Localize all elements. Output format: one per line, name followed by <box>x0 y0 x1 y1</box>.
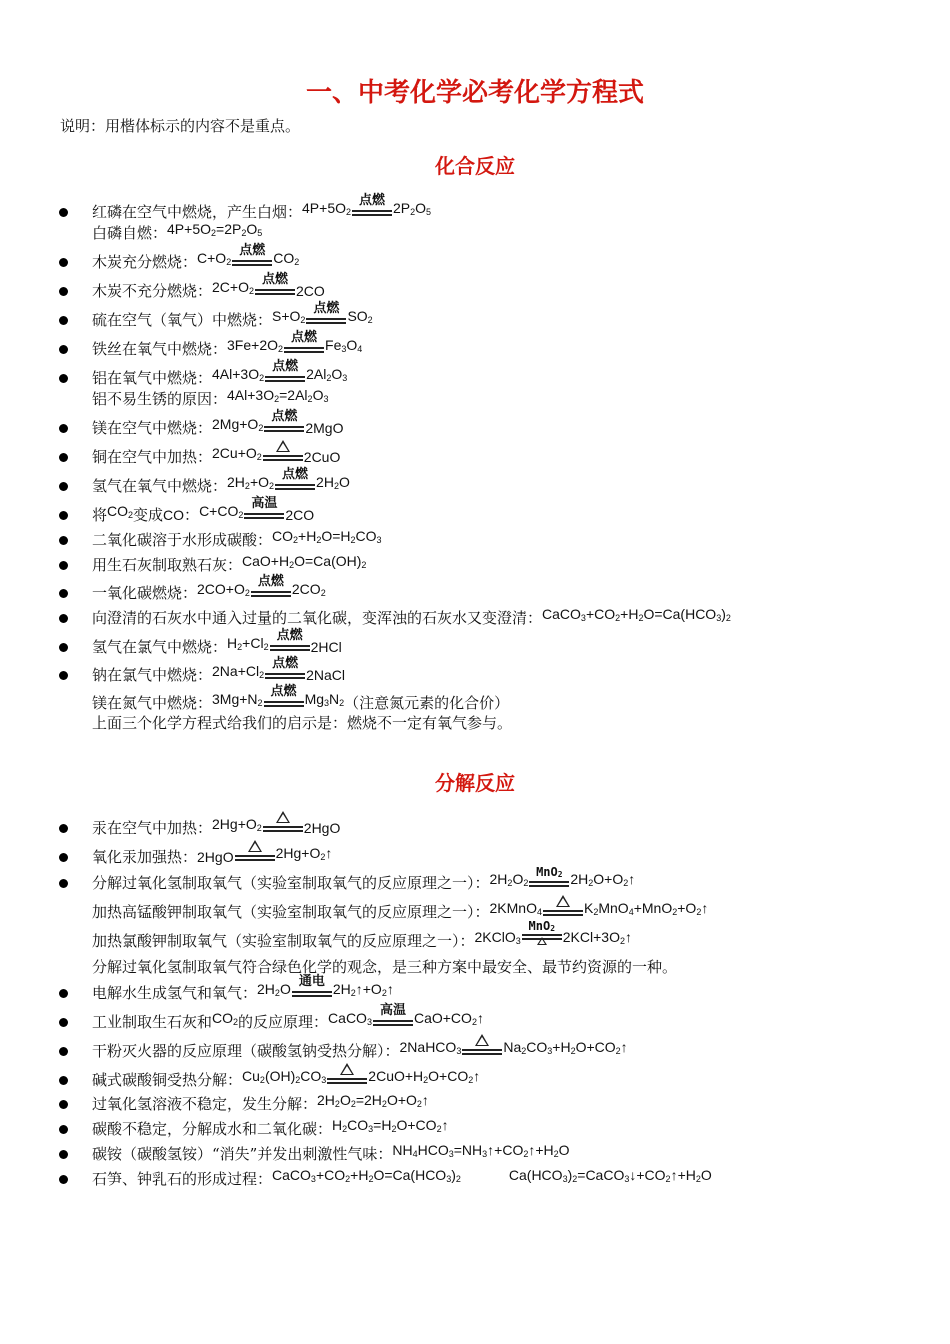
equation-row <box>92 1031 628 1061</box>
row-text: 二氧化碳溶于水形成碳酸： <box>92 531 273 549</box>
reaction-condition <box>352 194 392 222</box>
equation-row <box>92 973 394 1003</box>
equation-row <box>92 545 366 575</box>
row-text: 上面三个化学方程式给我们的启示是：燃烧不一定有氧气参与。 <box>92 714 513 732</box>
equation-reactants: $4P+5O_2$ <box>302 200 352 217</box>
equation-reactants: CaCO$_3$ <box>328 1010 372 1027</box>
bullet-icon <box>59 258 68 267</box>
bullet-icon <box>59 879 68 888</box>
catalyst-label: MnO$_2$ <box>536 865 563 879</box>
note-text: 说明：用楷体标示的内容不是重点。 <box>60 117 301 135</box>
condition-label: 高温 <box>379 1003 406 1018</box>
equation-row <box>92 863 635 893</box>
heat-delta-icon <box>276 811 290 823</box>
row-text: 铝在氧气中燃烧： <box>92 369 213 387</box>
reaction-condition <box>462 1033 502 1061</box>
row-text: 铝不易生锈的原因： <box>92 390 228 408</box>
condition-label: 点燃 <box>276 628 303 643</box>
equation-reactants: $2Mg+O_2$ <box>212 416 264 433</box>
equation-row <box>92 598 731 628</box>
equation-reactants: $2Cu+O_2$ <box>212 445 262 462</box>
equation-row <box>92 300 373 330</box>
condition-label: 点燃 <box>291 330 318 345</box>
reaction-condition <box>292 975 332 1003</box>
row-text: 加热高锰酸钾制取氧气（实验室制取氧气的反应原理之一）： <box>92 903 490 921</box>
bullet-icon <box>59 589 68 598</box>
bullet-icon <box>59 671 68 680</box>
equation-reactants: 2KClO$_3$ <box>474 929 521 946</box>
row-text: 用生石灰制取熟石灰： <box>92 556 243 574</box>
bullet-icon <box>59 853 68 862</box>
row-text: 氢气在氧气中燃烧： <box>92 477 228 495</box>
row-text: 碱式碳酸铜受热分解： <box>92 1071 243 1089</box>
equation-products: $CaO+CO_2↑$ <box>413 1010 484 1027</box>
reaction-condition <box>263 810 303 838</box>
reaction-condition <box>255 273 295 301</box>
condition-label: 点燃 <box>239 243 266 258</box>
row-text: 工业制取生石灰和 <box>92 1013 213 1031</box>
equation-products: $2Al_2O_3$ <box>306 366 348 383</box>
row-text: ： <box>184 506 200 524</box>
equation-products: $Mg_3N_2$ <box>304 691 345 708</box>
row-text: 白磷自燃： <box>92 224 168 242</box>
reaction-condition <box>529 865 569 893</box>
equation-row <box>92 213 262 243</box>
bullet-icon <box>59 1100 68 1109</box>
equation: $4Al+3O_2=2Al_2O_3$ <box>227 387 329 404</box>
equation-row <box>92 466 350 496</box>
condition-label: 点燃 <box>257 574 284 589</box>
row-text: 氢气在氯气中燃烧： <box>92 638 228 656</box>
equation-reactants: $2H_2O_2$ <box>489 871 529 888</box>
bullet-icon <box>59 614 68 623</box>
bullet-icon <box>59 208 68 217</box>
bullet-icon <box>59 482 68 491</box>
equation-reactants: $4Al+3O_2$ <box>212 366 265 383</box>
condition-label: 点燃 <box>282 467 309 482</box>
section-heading-combination: 化合反应 <box>435 154 515 178</box>
bullet-icon <box>59 1150 68 1159</box>
equation-reactants: 2KMnO$_4$ <box>489 900 542 917</box>
row-text: 加热氯酸钾制取氧气（实验室制取氧气的反应原理之一）： <box>92 932 475 950</box>
equation-reactants: $2CO+O_2$ <box>197 581 250 598</box>
equation-products: 2MgO <box>305 420 344 436</box>
reaction-condition <box>263 439 303 467</box>
equation: $CaO+H_2O=Ca(OH)_2$ <box>242 553 367 570</box>
equation-products: 2HgO <box>303 820 341 836</box>
reaction-condition <box>264 410 304 438</box>
equation-reactants: $2H_2+O_2$ <box>227 474 275 491</box>
condition-label: 点燃 <box>270 684 297 699</box>
equation: $CaCO_3+CO_2+H_2O=Ca(HCO_3)_2$ <box>542 606 731 623</box>
row-text: 碳酸不稳定，分解成水和二氧化碳： <box>92 1120 333 1138</box>
row-text: 电解水生成氢气和氧气： <box>92 984 258 1002</box>
bullet-icon <box>59 643 68 652</box>
heat-delta-icon <box>276 440 290 452</box>
bullet-icon <box>59 1076 68 1085</box>
bullet-icon <box>59 374 68 383</box>
section-heading-decomposition: 分解反应 <box>435 771 515 795</box>
row-text: 一氧化碳燃烧： <box>92 584 198 602</box>
equation-row <box>92 808 340 838</box>
condition-label: 高温 <box>251 496 278 511</box>
equation-reactants: $H_2+Cl_2$ <box>227 635 269 652</box>
equation-products: $SO_2$ <box>347 308 373 325</box>
bullet-icon <box>59 453 68 462</box>
equation-products: $2P_2O_5$ <box>393 200 432 217</box>
row-text: 分解过氧化氢制取氧气符合绿色化学的观念，是三种方案中最安全、最节约资源的一种。 <box>92 958 678 976</box>
equation-row <box>92 655 345 685</box>
row-text: 氧化汞加强热： <box>92 848 198 866</box>
bullet-icon <box>59 316 68 325</box>
equation: $Ca(HCO_3)_2=CaCO_3↓+CO_2↑+H_2O$ <box>508 1167 712 1184</box>
row-text: 碳铵（碳酸氢铵）“消失”并发出刺激性气味： <box>92 1145 393 1163</box>
equation: $4P+5O_2=2P_2O_5$ <box>167 221 263 238</box>
bullet-icon <box>59 345 68 354</box>
heat-delta-icon <box>340 1063 354 1075</box>
equation-products: $Na_2CO_3+H_2O+CO_2↑$ <box>503 1039 628 1056</box>
condition-label: 点燃 <box>359 193 386 208</box>
equation-row <box>92 242 299 272</box>
equation-reactants: $2C+O_2$ <box>212 279 254 296</box>
row-text: 木炭充分燃烧： <box>92 253 198 271</box>
heat-delta-icon <box>556 895 570 907</box>
equation-products: $CO_2$ <box>273 250 300 267</box>
row-text: 分解过氧化氢制取氧气（实验室制取氧气的反应原理之一）： <box>92 874 490 892</box>
equation-reactants: $2Na+Cl_2$ <box>212 663 265 680</box>
equation-products: $2H_2O+O_2↑$ <box>570 871 636 888</box>
row-text: 红磷在空气中燃烧，产生白烟： <box>92 203 303 221</box>
equation: $2H_2O_2=2H_2O+O_2↑$ <box>317 1092 429 1109</box>
equation-row <box>92 437 340 467</box>
equation-products: 2CuO <box>303 449 341 465</box>
bullet-icon <box>59 536 68 545</box>
condition-label: 点燃 <box>313 301 340 316</box>
row-text: 钠在氯气中燃烧： <box>92 666 213 684</box>
row-text: 向澄清的石灰水中通入过量的二氧化碳，变浑浊的石灰水又变澄清： <box>92 609 543 627</box>
reaction-condition <box>284 331 324 359</box>
bullet-icon <box>59 287 68 296</box>
equation-products: $2CO_2$ <box>291 581 326 598</box>
row-text: 镁在氮气中燃烧： <box>92 694 213 712</box>
equation-row <box>92 703 512 733</box>
equation-reactants: $2Hg+O_2$ <box>212 816 262 833</box>
bullet-icon <box>59 561 68 570</box>
equation-row <box>92 1002 484 1032</box>
equation-row <box>92 627 342 657</box>
row-text: 石笋、钟乳石的形成过程： <box>92 1170 273 1188</box>
equation-products: $2KCl+3O_2↑$ <box>562 929 632 946</box>
page-title: 一、中考化学必考化学方程式 <box>305 78 644 108</box>
equation-products: $2CuO+H_2O+CO_2↑$ <box>368 1068 481 1085</box>
equation-reactants: $3Mg+N_2$ <box>212 691 263 708</box>
row-text: 硫在空气（氧气）中燃烧： <box>92 311 273 329</box>
equation-reactants: $2H_2O$ <box>257 981 291 998</box>
equation-products: 2NaCl <box>306 667 346 683</box>
condition-label: 点燃 <box>261 272 288 287</box>
equation-row <box>92 271 325 301</box>
formula: $CO_2$ <box>107 503 134 520</box>
equation-reactants: $C+CO_2$ <box>199 503 244 520</box>
equation: $CaCO_3+CO_2+H_2O=Ca(HCO_3)_2$ <box>272 1167 461 1184</box>
reaction-condition <box>306 302 346 330</box>
equation-products: $Fe_3O_4$ <box>325 337 363 354</box>
bullet-icon <box>59 989 68 998</box>
catalyst-label: MnO$_2$ <box>528 919 556 933</box>
bullet-icon <box>59 511 68 520</box>
reaction-condition <box>373 1004 413 1032</box>
row-text: 汞在空气中加热： <box>92 819 213 837</box>
equation-reactants: 2NaHCO$_3$ <box>399 1039 462 1056</box>
row-text: 过氧化氢溶液不稳定，发生分解： <box>92 1095 318 1113</box>
row-text: 将 <box>92 506 108 524</box>
equation: $CO_2+H_2O=H_2CO_3$ <box>272 528 382 545</box>
condition-label: 通电 <box>298 974 325 989</box>
equation-row <box>92 379 328 409</box>
equation-products: $2H_2O$ <box>316 474 350 491</box>
bullet-icon <box>59 824 68 833</box>
equation-reactants: $3Fe+2O_2$ <box>227 337 284 354</box>
condition-label: 点燃 <box>272 656 299 671</box>
heat-delta-icon <box>475 1034 489 1046</box>
equation-products: 2HCl <box>310 639 342 655</box>
equation-products: 2CO <box>296 283 325 299</box>
equation-row <box>92 1159 712 1189</box>
row-text: 变成 <box>133 506 164 524</box>
condition-label: 点燃 <box>271 409 298 424</box>
bullet-icon <box>59 424 68 433</box>
equation-reactants: $C+O_2$ <box>197 250 232 267</box>
bullet-icon <box>59 1047 68 1056</box>
equation-reactants: $Cu_2(OH)_2CO_3$ <box>242 1068 327 1085</box>
equation-reactants: $S+O_2$ <box>272 308 306 325</box>
reaction-condition <box>232 244 272 272</box>
equation-row <box>92 408 343 438</box>
bullet-icon <box>59 1175 68 1184</box>
row-note: （注意氮元素的化合价） <box>344 694 510 712</box>
bullet-icon <box>59 1018 68 1027</box>
reaction-condition <box>270 629 310 657</box>
heat-delta-icon <box>248 840 262 852</box>
equation-row <box>92 892 708 922</box>
row-text: 铜在空气中加热： <box>92 448 213 466</box>
reaction-condition <box>275 468 315 496</box>
row-text: 铁丝在氧气中燃烧： <box>92 340 228 358</box>
formula: $CO_2$ <box>212 1010 239 1027</box>
equation-products: $2Hg+O_2↑$ <box>275 845 333 862</box>
equation-products: 2CO <box>285 507 315 523</box>
row-text: 的反应原理： <box>238 1013 329 1031</box>
formula: CO <box>163 507 185 523</box>
bullet-icon <box>59 1125 68 1134</box>
equation-reactants: 2HgO <box>197 849 234 865</box>
equation-products: $K_2MnO_4+MnO_2+O_2↑$ <box>584 900 709 917</box>
equation-products: $2H_2↑+O_2↑$ <box>332 981 394 998</box>
condition-label: 点燃 <box>272 359 299 374</box>
reaction-condition <box>543 894 583 922</box>
row-text: 镁在空气中燃烧： <box>92 419 213 437</box>
row-text: 干粉灭火器的反应原理（碳酸氢钠受热分解）： <box>92 1042 400 1060</box>
reaction-condition <box>265 657 305 685</box>
equation-row <box>92 329 362 359</box>
row-text: 木炭不充分燃烧： <box>92 282 213 300</box>
equation: $NH_4HCO_3=NH_3↑+CO_2↑+H_2O$ <box>392 1142 570 1159</box>
equation: $H_2CO_3=H_2O+CO_2↑$ <box>332 1117 449 1134</box>
